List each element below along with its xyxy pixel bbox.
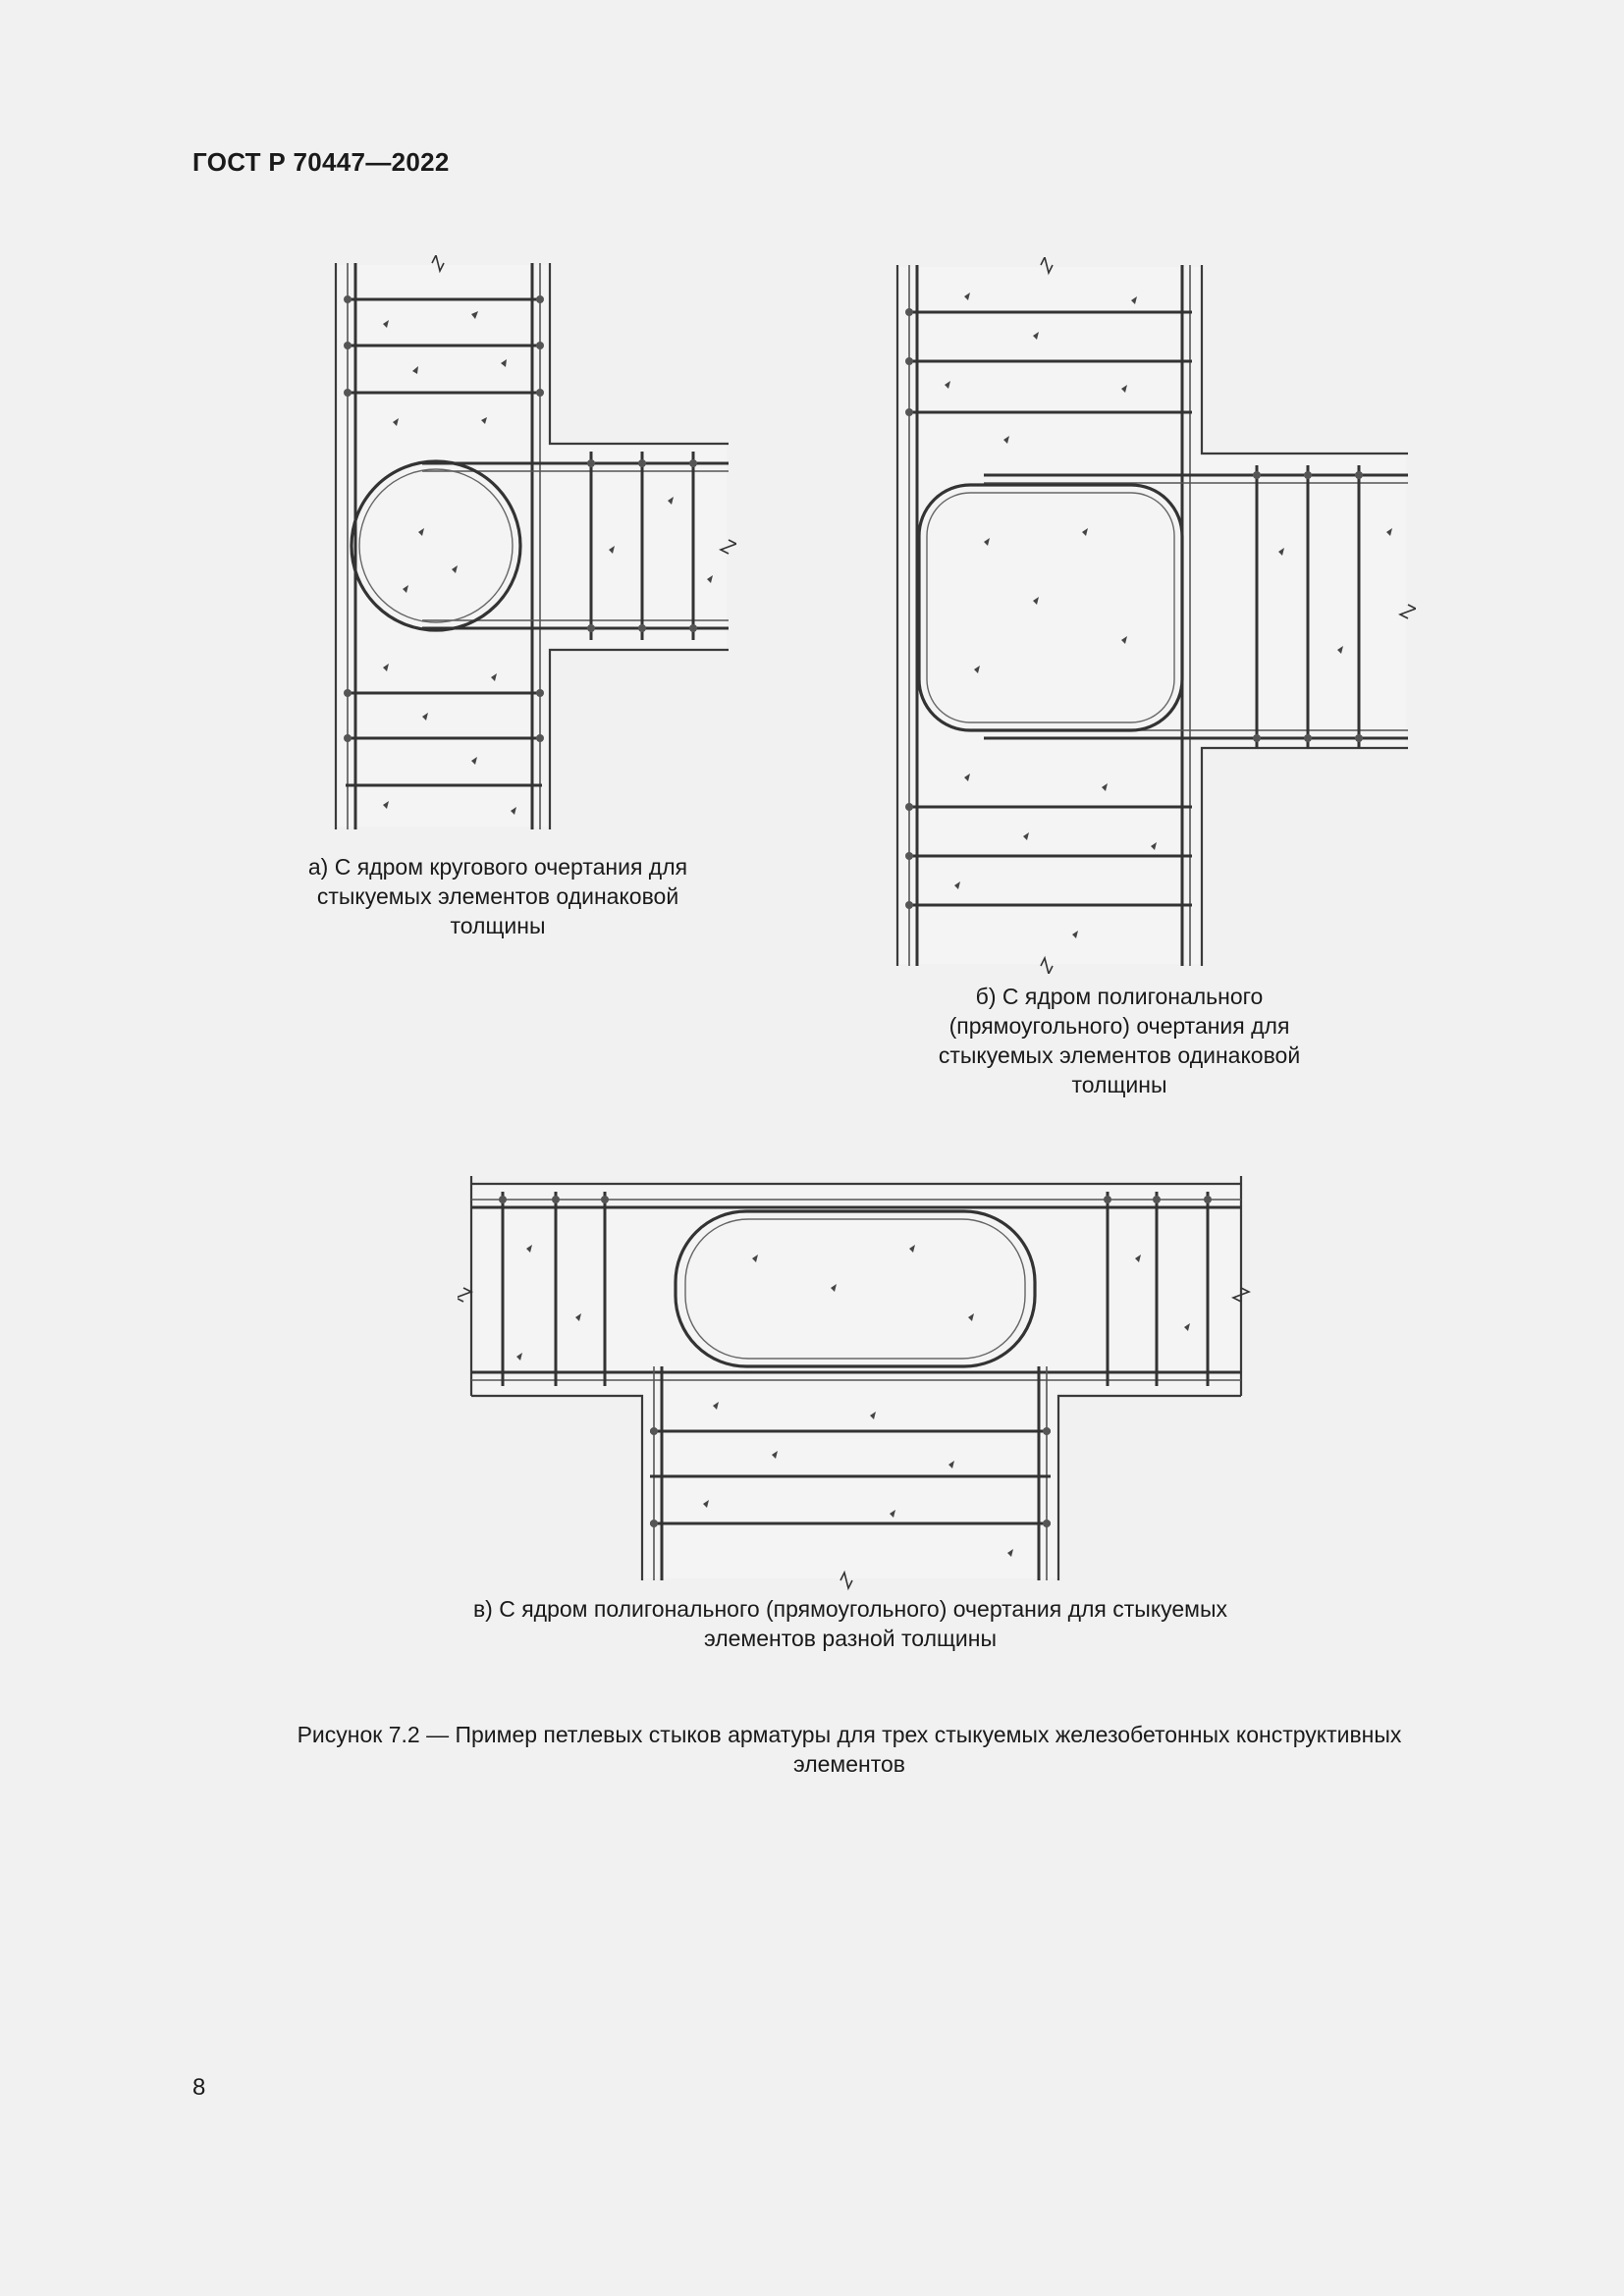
- caption-figure-v: [379, 1594, 1322, 1653]
- caption-b-line-1: б) С ядром полигонального: [975, 984, 1264, 1009]
- figure-title-line-2: элементов: [792, 1751, 906, 1777]
- drawing-v-rectangular-core-different-thickness: [458, 1170, 1263, 1592]
- figure-title: [226, 1720, 1473, 1779]
- caption-b-line-4: толщины: [1071, 1072, 1167, 1097]
- page-number: 8: [192, 2074, 206, 2101]
- caption-v-line-2: элементов разной толщины: [703, 1626, 997, 1651]
- caption-figure-a: [267, 852, 729, 940]
- figure-title-line-1: Рисунок 7.2 — Пример петлевых стыков арматуры для трех стыкуемых железобетонных конструктивных: [297, 1722, 1402, 1747]
- caption-a-line-1: а) С ядром кругового очертания для: [307, 854, 688, 880]
- drawing-a-circular-core: [324, 255, 736, 834]
- caption-v-line-1: в) С ядром полигонального (прямоугольного) очертания для стыкуемых: [472, 1596, 1228, 1622]
- caption-figure-b: [884, 982, 1355, 1099]
- caption-b-line-2: (прямоугольного) очертания для: [948, 1013, 1290, 1039]
- caption-a-line-3: толщины: [450, 913, 546, 938]
- caption-a-line-2: стыкуемых элементов одинаковой: [316, 883, 679, 909]
- drawing-b-rectangular-core: [886, 257, 1416, 974]
- document-code: ГОСТ Р 70447—2022: [192, 147, 450, 177]
- caption-b-line-3: стыкуемых элементов одинаковой: [938, 1042, 1301, 1068]
